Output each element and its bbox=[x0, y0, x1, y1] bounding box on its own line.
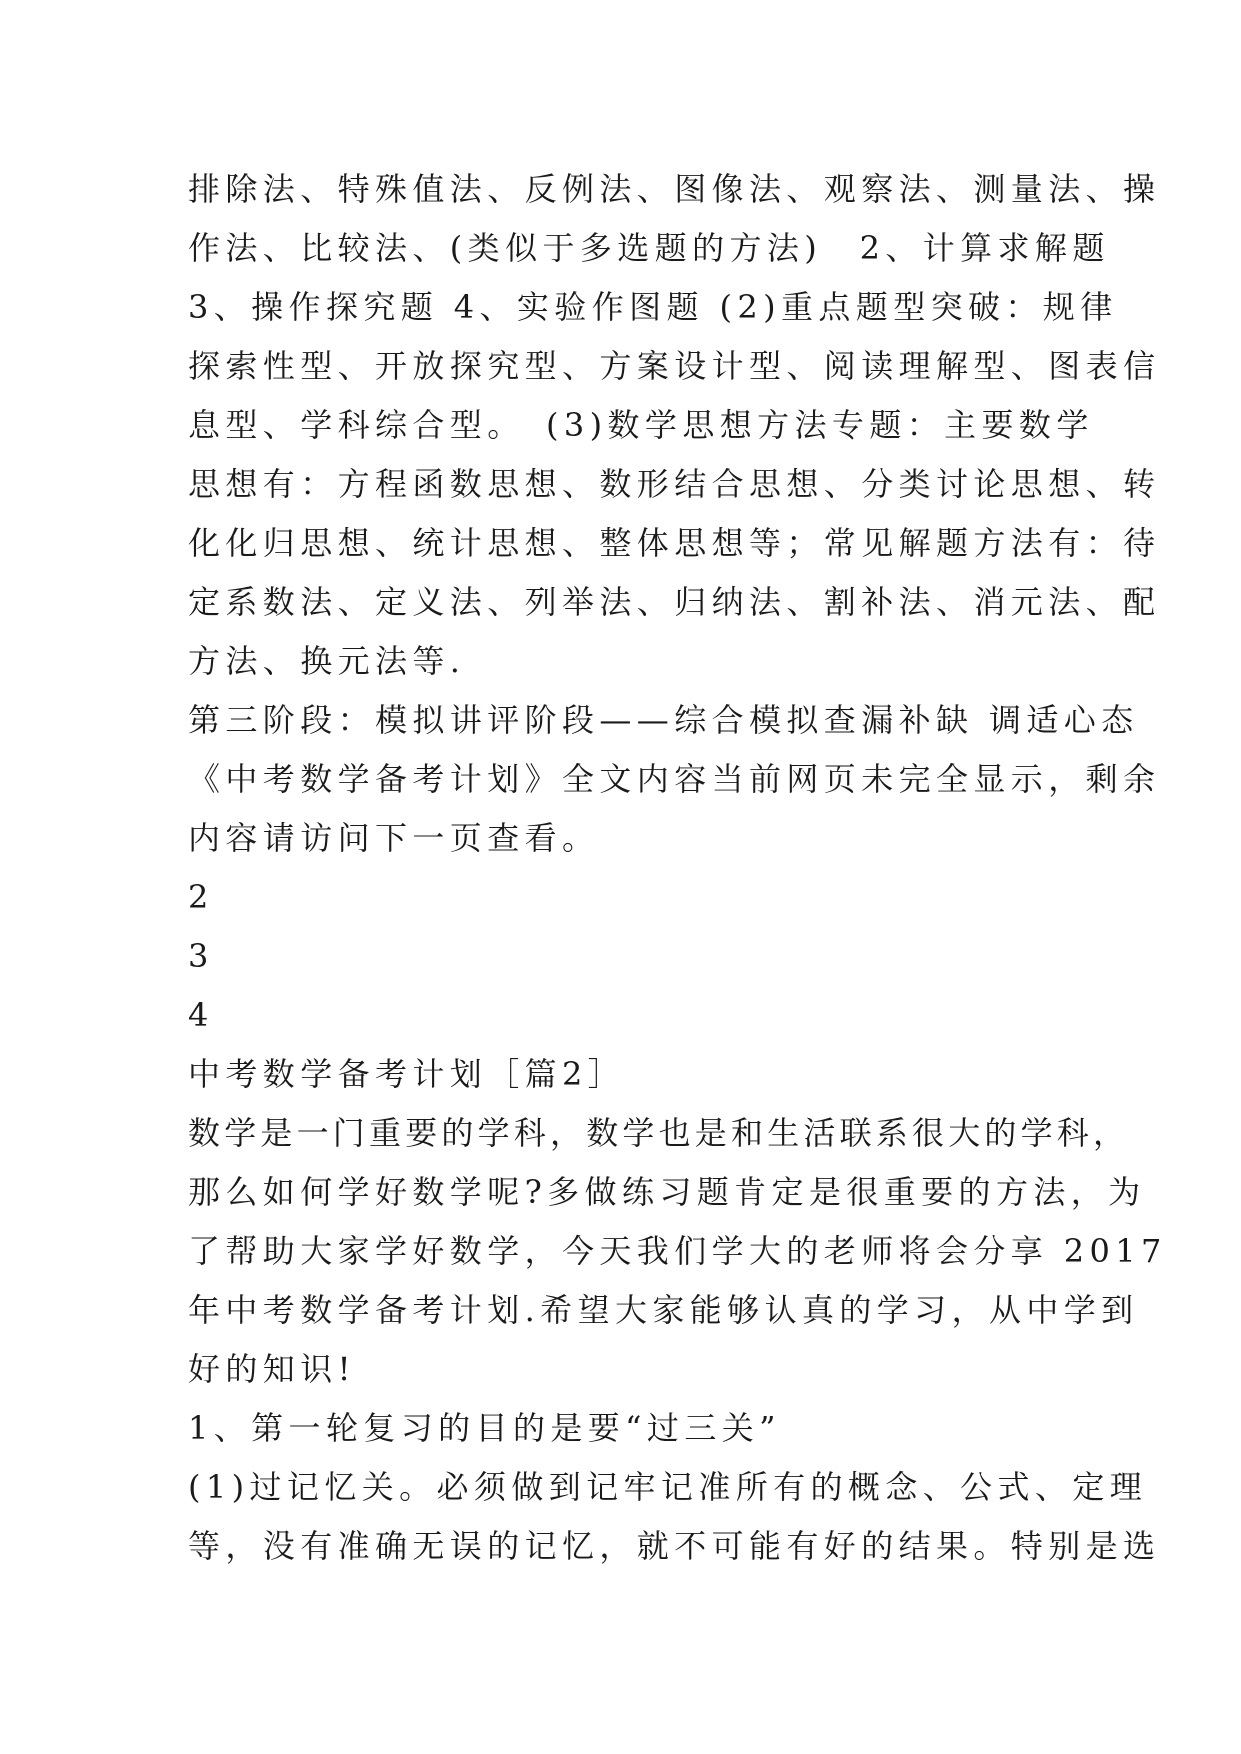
page-link-3[interactable]: 3 bbox=[188, 937, 209, 975]
text-line: 年中考数学备考计划.希望大家能够认真的学习，从中学到 bbox=[188, 1291, 1139, 1329]
list-heading: 1、第一轮复习的目的是要“过三关” bbox=[188, 1409, 781, 1447]
notice-text: 内容请访问下一页查看。 bbox=[188, 819, 600, 857]
text-line: 定系数法、定义法、列举法、归纳法、割补法、消元法、配 bbox=[188, 583, 1161, 621]
text-line: 方法、换元法等. bbox=[188, 642, 466, 680]
page-link-4[interactable]: 4 bbox=[188, 996, 209, 1034]
text-line: 息型、学科综合型。 (3)数学思想方法专题：主要数学 bbox=[188, 406, 1094, 444]
document-body bbox=[188, 160, 1167, 1576]
text-line: (1)过记忆关。必须做到记牢记准所有的概念、公式、定理 bbox=[188, 1468, 1148, 1506]
text-line: 了帮助大家学好数学，今天我们学大的老师将会分享 2017 bbox=[188, 1232, 1167, 1270]
text-line: 等，没有准确无误的记忆，就不可能有好的结果。特别是选 bbox=[188, 1527, 1161, 1565]
text-line: 数学是一门重要的学科，数学也是和生活联系很大的学科， bbox=[188, 1114, 1130, 1152]
section-heading: 第三阶段：模拟讲评阶段——综合模拟查漏补缺 调适心态 bbox=[188, 701, 1139, 739]
text-line: 那么如何学好数学呢?多做练习题肯定是很重要的方法，为 bbox=[188, 1173, 1146, 1211]
article-title: 中考数学备考计划［篇2］ bbox=[188, 1055, 626, 1093]
text-line: 好的知识! bbox=[188, 1350, 356, 1388]
text-line: 化化归思想、统计思想、整体思想等；常见解题方法有：待 bbox=[188, 524, 1161, 562]
text-line: 思想有：方程函数思想、数形结合思想、分类讨论思想、转 bbox=[188, 465, 1161, 503]
page-link-2[interactable]: 2 bbox=[188, 878, 209, 916]
text-line: 3、操作探究题 4、实验作图题 (2)重点题型突破：规律 bbox=[188, 288, 1118, 326]
text-line: 作法、比较法、(类似于多选题的方法) 2、计算求解题 bbox=[188, 229, 1110, 267]
text-line: 探索性型、开放探究型、方案设计型、阅读理解型、图表信 bbox=[188, 347, 1161, 385]
notice-text: 《中考数学备考计划》全文内容当前网页未完全显示，剩余 bbox=[188, 760, 1161, 798]
text-line: 排除法、特殊值法、反例法、图像法、观察法、测量法、操 bbox=[188, 170, 1161, 208]
